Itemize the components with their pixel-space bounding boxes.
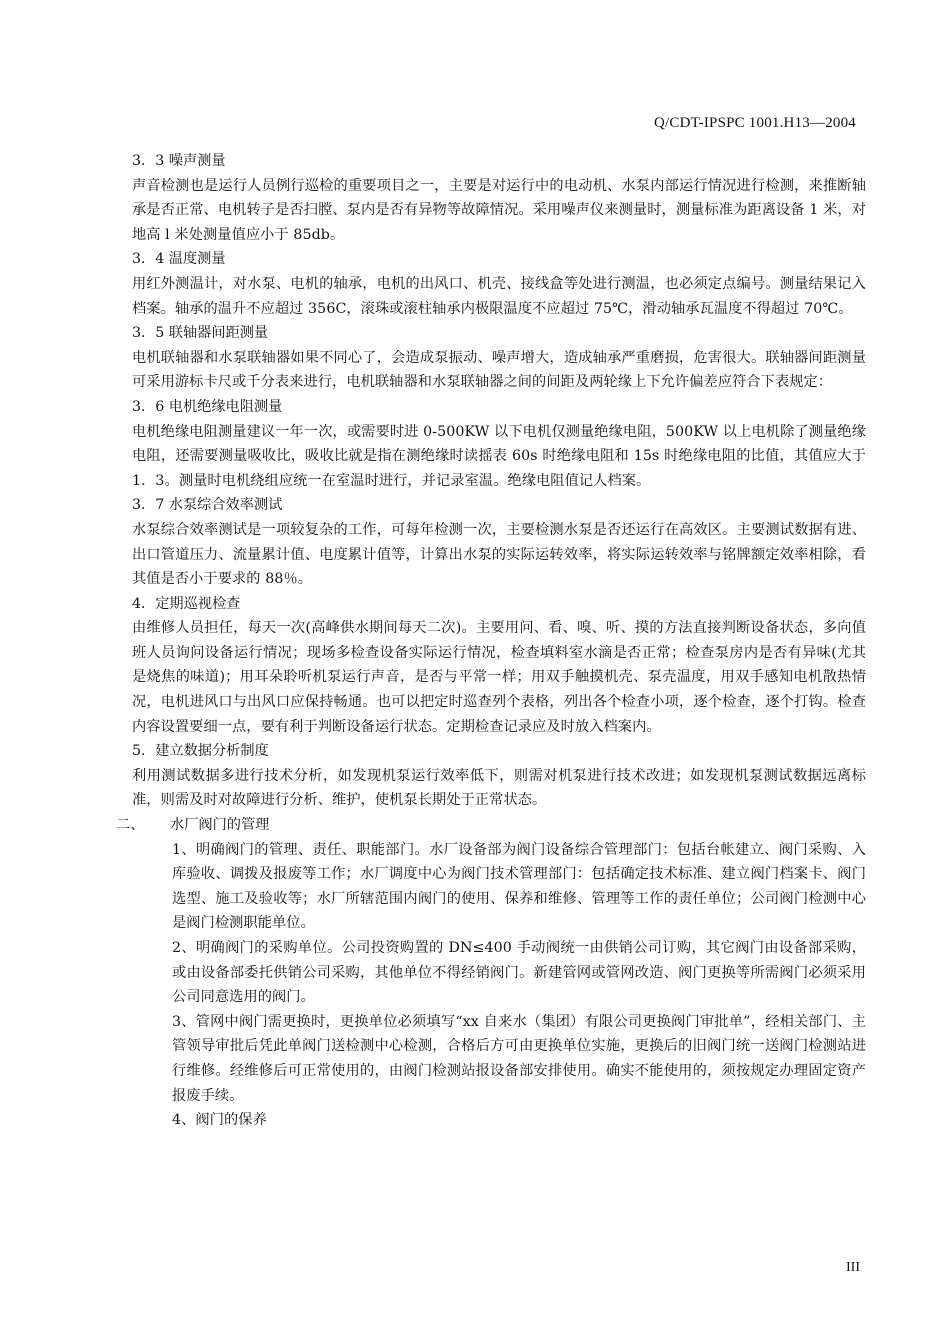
document-body [116,149,866,1133]
valve-item-2: 2、明确阀门的采购单位。公司投资购置的 DN≤400 手动阀统一由供销公司订购，其它阀门由设备部采购，或由设备部委托供销公司采购，其他单位不得经销阀门。新建管网或管网改造、阀门更换等所需阀门必须采用公司同意选用的阀门。 [172,940,866,1006]
section-3-6-title: 3．6 电机绝缘电阻测量 [132,398,283,415]
section-3-4-body: 用红外测温计，对水泵、电机的轴承，电机的出风口、机壳、接线盒等处进行测温，也必须定点编号。测量结果记入档案。轴承的温升不应超过 356C，滚珠或滚柱轴承内极限温度不应超过 75℃，滑动轴承瓦温度不得超过 70℃。 [132,275,866,317]
section-two-heading [116,813,866,838]
section-3-3-title: 3．3 噪声测量 [132,153,226,169]
section-5-title: 5．建立数据分析制度 [132,743,269,760]
section-3-5-title: 3．5 联轴器间距测量 [132,325,269,342]
valve-item-1: 1、明确阀门的管理、责任、职能部门。水厂设备部为阀门设备综合管理部门：包括台帐建立、阀门采购、入库验收、调拨及报废等工作；水厂调度中心为阀门技术管理部门：包括确定技术标准、建立阀门档案卡、阀门选型、施工及验收等；水厂所辖范围内阀门的使用、保养和维修、管理等工作的责任单位；公司阀门检测中心是阀门检测职能单位。 [172,841,866,932]
section-3-5-body: 电机联轴器和水泵联轴器如果不同心了，会造成泵振动、噪声增大，造成轴承严重磨损，危害很大。联轴器间距测量可采用游标卡尺或千分表来进行，电机联轴器和水泵联轴器之间的间距及两轮缘上下允许偏差应符合下表规定： [132,349,866,391]
section-4-title: 4．定期巡视检查 [132,595,241,612]
section-5-body: 利用测试数据多进行技术分析，如发现机泵运行效率低下，则需对机泵进行技术改进；如发现机泵测试数据远离标准，则需及时对故障进行分析、维护，使机泵长期处于正常状态。 [132,767,866,809]
section-3-3-body: 声音检测也是运行人员例行巡检的重要项目之一，主要是对运行中的电动机、水泵内部运行情况进行检测，来推断轴承是否正常、电机转子是否扫膛、泵内是否有异物等故障情况。采用噪声仪来测量时，测量标准为距离设备 1 米，对地高 l 米处测量值应小于 85db。 [132,177,866,243]
section-3-4-title: 3．4 温度测量 [132,251,226,268]
valve-item-4: 4、阀门的保养 [172,1112,267,1129]
section-3-6-body: 电机绝缘电阻测量建议一年一次，或需要时进 0-500KW 以下电机仅测量绝缘电阻，500KW 以上电机除了测量绝缘电阻，还需要测量吸收比，吸收比就是指在测绝缘时读摇表 60s 时绝缘电阻和 15s 时绝缘电阻的比值，其值应大于 1．3。测量时电机绕组应统一在室温时进行，并记录室温。绝缘电阻值记人档案。 [132,423,866,489]
section-3-7-title: 3．7 水泵综合效率测试 [132,497,283,514]
section-two-title: 水厂阀门的管理 [170,817,270,834]
section-two-number: 二、 [116,817,145,834]
document-code: Q/CDT-IPSPC 1001.H13—2004 [654,115,856,131]
section-4-body: 由维修人员担任，每天一次(高峰供水期间每天二次)。主要用问、看、嗅、听、摸的方法直接判断设备状态，多向值班人员询问设备运行情况；现场多检查设备实际运行情况，检查填料室水滴是否正常；检查泵房内是否有异味(尤其是烧焦的味道)；用耳朵聆听机泵运行声音，是否与平常一样；用双手触摸机壳、泵壳温度，用双手感知电机散热情况，电机进风口与出风口应保持畅通。也可以把定时巡查列个表格，列出各个检查小项，逐个检查，逐个打钩。检查内容设置要细一点，要有利于判断设备运行状态。定期检查记录应及时放入档案内。 [132,620,866,735]
section-3-7-body: 水泵综合效率测试是一项较复杂的工作，可每年检测一次，主要检测水泵是否还运行在高效区。主要测试数据有进、出口管道压力、流量累计值、电度累计值等，计算出水泵的实际运转效率，将实际运转效率与铭牌额定效率相除，看其值是否小于要求的 88％。 [132,521,866,588]
page-number: III [846,1260,860,1275]
valve-item-3: 3、管网中阀门需更换时，更换单位必须填写“xx 自来水（集团）有限公司更换阀门审批单”，经相关部门、主管领导审批后凭此单阀门送检测中心检测，合格后方可由更换单位实施，更换后的旧阀门统一送阀门检测站进行维修。经维修后可正常使用的，由阀门检测站报设备部安排使用。确实不能使用的，须按规定办理固定资产报废手续。 [172,1013,866,1104]
